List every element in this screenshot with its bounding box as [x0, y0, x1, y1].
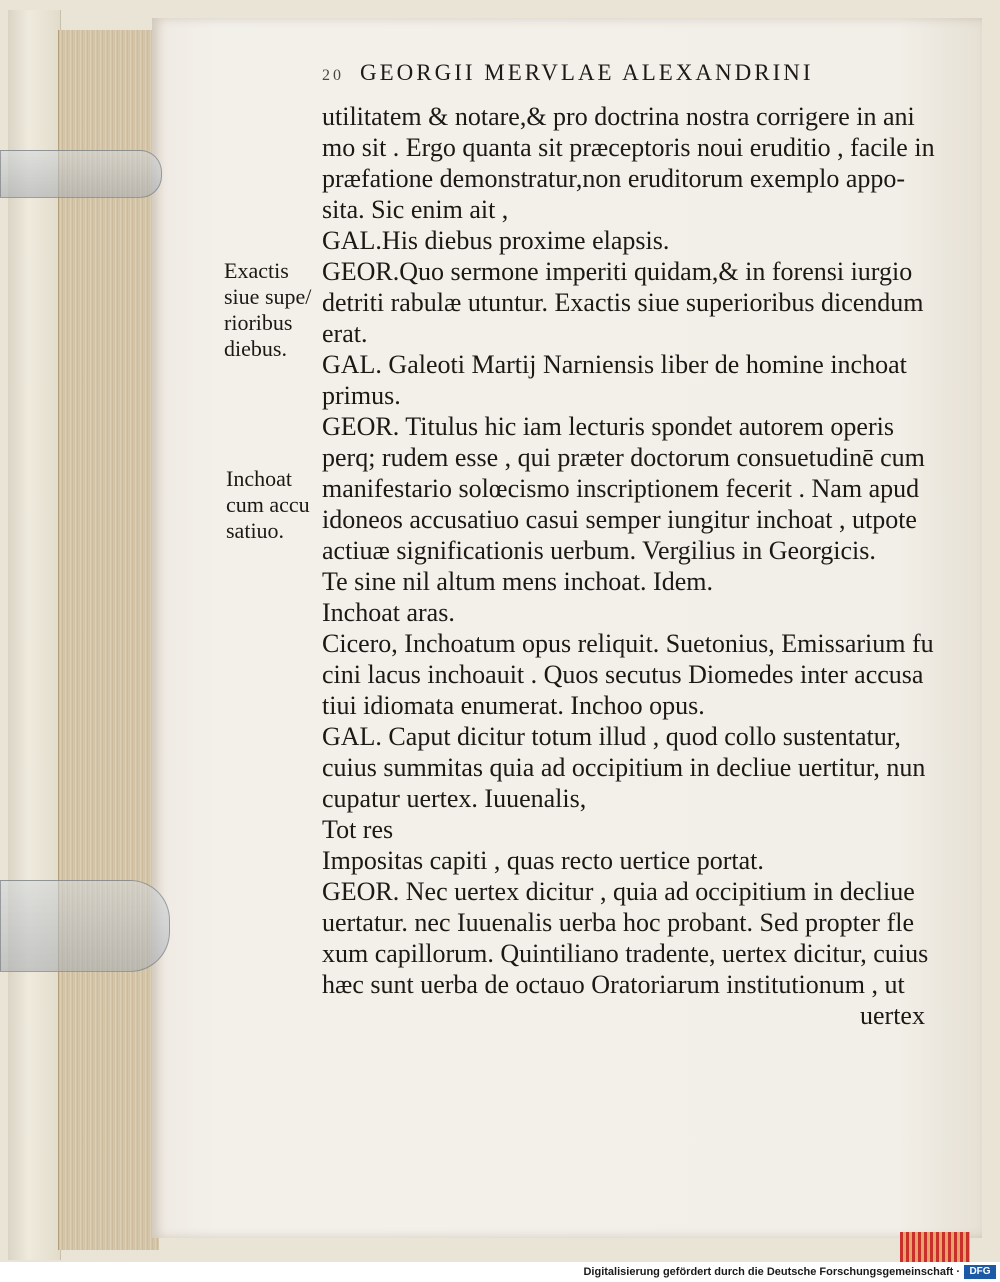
- text-line: GAL. Galeoti Martij Narniensis liber de homine inchoat: [322, 350, 907, 379]
- text-line: GAL.His diebus proxime elapsis.: [322, 226, 670, 255]
- text-line: cini lacus inchoauit . Quos secutus Diomedes inter accusa: [322, 660, 924, 689]
- text-line: Te sine nil altum mens inchoat. Idem.: [322, 567, 713, 596]
- text-line: cupatur uertex. Iuuenalis,: [322, 784, 587, 813]
- text-line: GEOR.Quo sermone imperiti quidam,& in forensi iurgio: [322, 257, 913, 286]
- text-line: uertatur. nec Iuuenalis uerba hoc probant. Sed propter fle: [322, 908, 914, 937]
- text-line: actiuæ significationis uerbum. Vergilius in Georgicis.: [322, 536, 876, 565]
- text-line: cuius summitas quia ad occipitium in decliue uertitur, nun: [322, 753, 926, 782]
- page-stack-edge: [58, 30, 159, 1250]
- text-line: primus.: [322, 381, 401, 410]
- text-line: Cicero, Inchoatum opus reliquit. Suetonius, Emissarium fu: [322, 629, 934, 658]
- text-line: idoneos accusatiuo casui semper iungitur inchoat , utpote: [322, 505, 917, 534]
- margin-note-inchoat: Inchoat cum accu satiuo.: [226, 466, 310, 543]
- text-line: erat.: [322, 319, 368, 348]
- page-clip-top: [0, 150, 162, 198]
- text-line: GAL. Caput dicitur totum illud , quod collo sustentatur,: [322, 722, 901, 751]
- text-line: detriti rabulæ utuntur. Exactis siue superioribus dicendum: [322, 288, 924, 317]
- running-header: [322, 60, 922, 92]
- bookmark-ribbon: [900, 1232, 970, 1262]
- text-line: Inchoat aras.: [322, 598, 455, 627]
- footer-credit: Digitalisierung gefördert durch die Deutsche Forschungsgemeinschaft ·: [583, 1266, 960, 1278]
- margin-note-exactis: Exactis siue supe/ rioribus diebus.: [224, 258, 312, 361]
- dfg-logo: DFG: [964, 1265, 996, 1279]
- text-line: Impositas capiti , quas recto uertice portat.: [322, 846, 764, 875]
- catchword: uertex: [860, 1001, 925, 1030]
- text-line: hæc sunt uerba de octauo Oratoriarum institutionum , ut: [322, 970, 905, 999]
- text-line: manifestario solœcismo inscriptionem fecerit . Nam apud: [322, 474, 920, 503]
- text-line: sita. Sic enim ait ,: [322, 195, 509, 224]
- page-folio: 20: [322, 67, 344, 84]
- text-line: mo sit . Ergo quanta sit præceptoris noui eruditio , facile in: [322, 133, 935, 162]
- text-line: Tot res: [322, 815, 394, 844]
- digitization-footer: [0, 1262, 1000, 1282]
- text-line: GEOR. Titulus hic iam lecturis spondet autorem operis: [322, 412, 894, 441]
- text-line: xum capillorum. Quintiliano tradente, uertex dicitur, cuius: [322, 939, 929, 968]
- text-line: utilitatem & notare,& pro doctrina nostra corrigere in ani: [322, 102, 915, 131]
- running-title: GEORGII MERVLAE ALEXANDRINI: [360, 60, 814, 85]
- text-line: GEOR. Nec uertex dicitur , quia ad occipitium in decliue: [322, 877, 915, 906]
- text-line: perq; rudem esse , qui præter doctorum consuetudinē cum: [322, 443, 925, 472]
- text-line: tiui idiomata enumerat. Inchoo opus.: [322, 691, 705, 720]
- page-clip-bottom: [0, 880, 170, 972]
- text-line: præfatione demonstratur,non eruditorum exemplo appo-: [322, 164, 906, 193]
